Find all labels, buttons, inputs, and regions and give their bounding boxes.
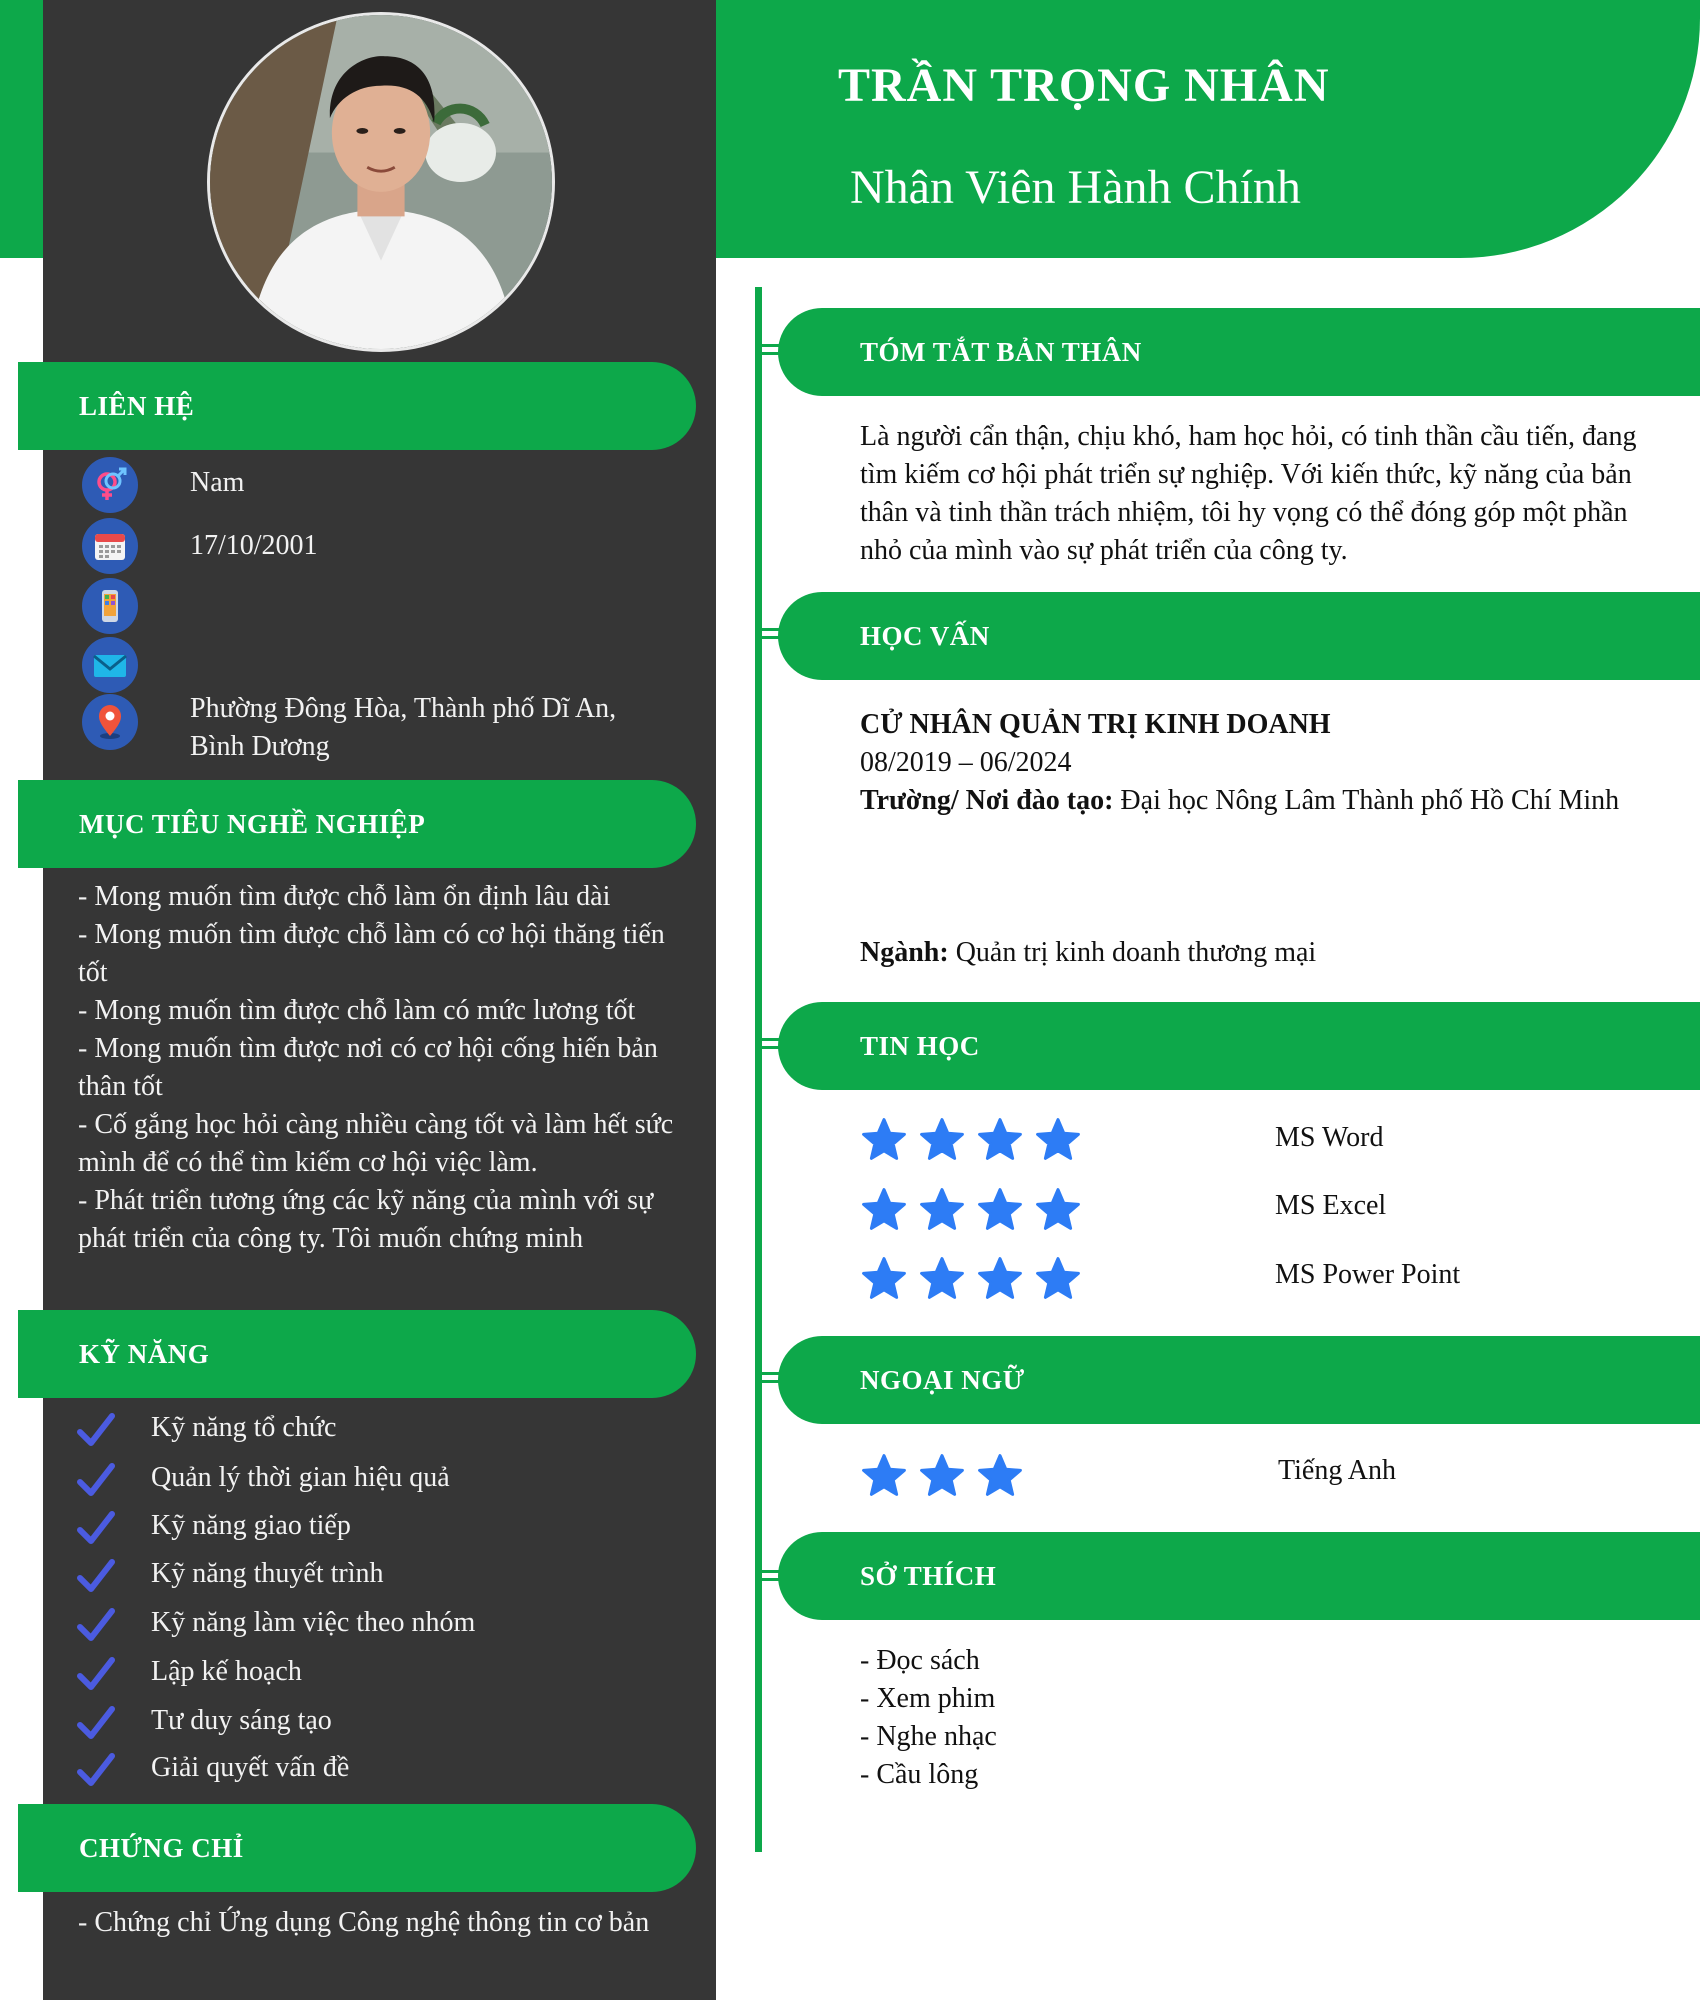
skill-item bbox=[76, 1654, 636, 1698]
star-icon bbox=[860, 1186, 908, 1234]
checkmark-icon bbox=[76, 1605, 116, 1645]
objective-text bbox=[78, 878, 698, 1296]
dob-value: 17/10/2001 bbox=[190, 530, 318, 561]
address-line-2: Bình Dương bbox=[190, 731, 330, 762]
school-label: Trường/ Nơi đào tạo: bbox=[860, 785, 1114, 816]
phone-icon bbox=[82, 578, 138, 634]
it-skill-label: MS Word bbox=[1275, 1122, 1384, 1153]
star-icon bbox=[976, 1116, 1024, 1164]
hobby-item: - Cầu lông bbox=[860, 1759, 979, 1790]
job-title: Nhân Viên Hành Chính bbox=[850, 161, 1301, 214]
skill-item bbox=[76, 1460, 636, 1504]
skill-item bbox=[76, 1750, 636, 1794]
education-major bbox=[860, 934, 1316, 972]
skill-label: Kỹ năng thuyết trình bbox=[151, 1558, 384, 1589]
timeline-line bbox=[755, 287, 762, 1852]
skill-label: Lập kế hoạch bbox=[151, 1656, 302, 1687]
objective-line: - Mong muốn tìm được chỗ làm có mức lương tốt bbox=[78, 995, 636, 1026]
checkmark-icon bbox=[76, 1703, 116, 1743]
star-icon bbox=[918, 1116, 966, 1164]
skill-label: Kỹ năng giao tiếp bbox=[151, 1510, 351, 1541]
checkmark-icon bbox=[76, 1556, 116, 1596]
objective-line: - Mong muốn tìm được nơi có cơ hội cống hiến bản thân tốt bbox=[78, 1033, 658, 1102]
gender-icon bbox=[82, 457, 138, 513]
skills-header: KỸ NĂNG bbox=[18, 1310, 696, 1398]
hobby-item: - Đọc sách bbox=[860, 1645, 980, 1676]
skill-label: Tư duy sáng tạo bbox=[151, 1705, 332, 1736]
address-line-1: Phường Đông Hòa, Thành phố Dĩ An, bbox=[190, 693, 617, 724]
star-rating bbox=[860, 1452, 1034, 1500]
checkmark-icon bbox=[76, 1508, 116, 1548]
candidate-name: TRẦN TRỌNG NHÂN bbox=[838, 59, 1330, 112]
gender-value: Nam bbox=[190, 467, 245, 498]
star-rating bbox=[860, 1255, 1092, 1303]
star-icon bbox=[918, 1255, 966, 1303]
skill-label: Quản lý thời gian hiệu quả bbox=[151, 1462, 450, 1493]
school-name: Đại học Nông Lâm Thành phố Hồ Chí Minh bbox=[1120, 785, 1620, 816]
contact-header: LIÊN HỆ bbox=[18, 362, 696, 450]
star-icon bbox=[860, 1116, 908, 1164]
star-icon bbox=[976, 1186, 1024, 1234]
checkmark-icon bbox=[76, 1460, 116, 1500]
objective-line: - Mong muốn tìm được chỗ làm có cơ hội thăng tiến tốt bbox=[78, 919, 665, 988]
star-icon bbox=[1034, 1186, 1082, 1234]
skill-label: Giải quyết vấn đề bbox=[151, 1752, 350, 1783]
objective-line: - Mong muốn tìm được chỗ làm ổn định lâu dài bbox=[78, 881, 611, 912]
star-icon bbox=[1034, 1116, 1082, 1164]
education-header: HỌC VẤN bbox=[778, 592, 1700, 680]
hobbies-list bbox=[860, 1642, 997, 1794]
degree-title: CỬ NHÂN QUẢN TRỊ KINH DOANH bbox=[860, 709, 1331, 740]
checkmark-icon bbox=[76, 1654, 116, 1694]
summary-text: Là người cẩn thận, chịu khó, ham học hỏi, có tinh thần cầu tiến, đang tìm kiếm cơ hội phát triển sự nghiệp. Với kiến thức, kỹ năng của bản thân và tinh thần trách nhiệm, tôi hy vọng có thể đóng góp một phần nhỏ của mình vào sự phát triển của công ty. bbox=[860, 421, 1637, 566]
checkmark-icon bbox=[76, 1750, 116, 1790]
objective-line: - Phát triển tương ứng các kỹ năng của mình với sự phát triển của công ty. Tôi muốn chứng minh bbox=[78, 1185, 654, 1254]
skill-item bbox=[76, 1410, 636, 1454]
calendar-icon bbox=[82, 518, 138, 574]
education-period: 08/2019 – 06/2024 bbox=[860, 747, 1072, 778]
star-icon bbox=[976, 1452, 1024, 1500]
email-icon bbox=[82, 637, 138, 693]
header-band bbox=[716, 0, 1700, 258]
language-label: Tiếng Anh bbox=[1278, 1455, 1397, 1486]
location-pin-icon bbox=[82, 694, 138, 750]
skill-item bbox=[76, 1605, 636, 1649]
profile-photo bbox=[207, 12, 555, 352]
star-icon bbox=[918, 1186, 966, 1234]
star-icon bbox=[918, 1452, 966, 1500]
skill-label: Kỹ năng làm việc theo nhóm bbox=[151, 1607, 476, 1638]
objective-line: - Cố gắng học hỏi càng nhiều càng tốt và làm hết sức mình để có thể tìm kiếm cơ hội việc làm. bbox=[78, 1109, 674, 1178]
skill-item bbox=[76, 1703, 636, 1747]
major-name: Quản trị kinh doanh thương mại bbox=[955, 937, 1317, 968]
certificates-header: CHỨNG CHỈ bbox=[18, 1804, 696, 1892]
star-rating bbox=[860, 1186, 1092, 1234]
certificate-text: - Chứng chỉ Ứng dụng Công nghệ thông tin cơ bản bbox=[78, 1907, 650, 1938]
objective-header: MỤC TIÊU NGHỀ NGHIỆP bbox=[18, 780, 696, 868]
it-skills-header: TIN HỌC bbox=[778, 1002, 1700, 1090]
checkmark-icon bbox=[76, 1410, 116, 1450]
star-icon bbox=[1034, 1255, 1082, 1303]
it-skill-label: MS Excel bbox=[1275, 1190, 1387, 1221]
major-label: Ngành: bbox=[860, 937, 949, 968]
skill-item bbox=[76, 1556, 636, 1600]
star-icon bbox=[860, 1255, 908, 1303]
star-icon bbox=[976, 1255, 1024, 1303]
skill-item bbox=[76, 1508, 636, 1552]
education-school bbox=[860, 782, 1640, 820]
hobby-item: - Xem phim bbox=[860, 1683, 996, 1714]
it-skill-label: MS Power Point bbox=[1275, 1259, 1461, 1290]
hobby-item: - Nghe nhạc bbox=[860, 1721, 997, 1752]
hobbies-header: SỞ THÍCH bbox=[778, 1532, 1700, 1620]
star-icon bbox=[860, 1452, 908, 1500]
languages-header: NGOẠI NGỮ bbox=[778, 1336, 1700, 1424]
star-rating bbox=[860, 1116, 1092, 1164]
summary-header: TÓM TẮT BẢN THÂN bbox=[778, 308, 1700, 396]
skill-label: Kỹ năng tổ chức bbox=[151, 1412, 337, 1443]
